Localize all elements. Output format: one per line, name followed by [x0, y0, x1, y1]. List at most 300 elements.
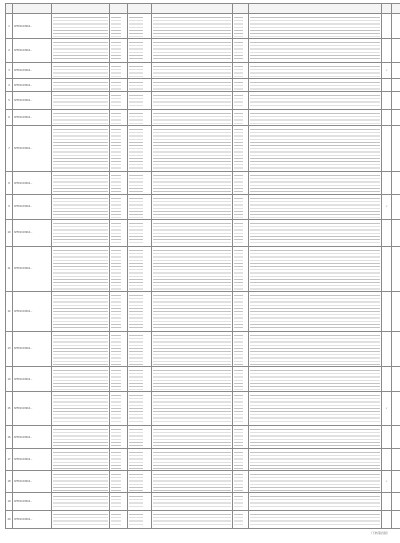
- text-block: [233, 14, 244, 38]
- status-mark-cell: [382, 14, 392, 39]
- category-cell: [128, 219, 152, 247]
- note-cell: [392, 39, 400, 62]
- status-mark-cell: [382, 366, 392, 391]
- text-block: [128, 79, 144, 92]
- text-block: [52, 220, 109, 247]
- text-block: [110, 110, 122, 125]
- case-title-cell: [52, 219, 110, 247]
- summary-cell: [152, 426, 233, 449]
- text-block: [233, 332, 244, 366]
- text-block: [128, 511, 144, 528]
- text-block: [152, 332, 232, 366]
- status-mark-cell: [382, 426, 392, 449]
- column-header-note: [392, 4, 400, 14]
- text-block: [128, 220, 144, 247]
- text-block: [110, 14, 122, 38]
- case-title-cell: [52, 39, 110, 62]
- text-block: [249, 172, 381, 194]
- category-cell: [128, 492, 152, 510]
- summary-cell: [152, 171, 233, 194]
- category-cell: [128, 331, 152, 366]
- text-block: [249, 449, 381, 469]
- text-block: [233, 392, 244, 425]
- case-title-cell: [52, 426, 110, 449]
- case-id-cell: SPFD2018064...: [13, 426, 52, 449]
- location-cell: [233, 126, 249, 172]
- text-block: [52, 511, 109, 528]
- text-block: [233, 493, 244, 510]
- result-cell: [249, 110, 382, 126]
- text-block: [152, 126, 232, 171]
- result-cell: [249, 331, 382, 366]
- location-cell: [233, 39, 249, 62]
- summary-cell: [152, 449, 233, 470]
- text-block: [52, 110, 109, 125]
- location-cell: [233, 331, 249, 366]
- text-block: [52, 367, 109, 391]
- text-block: [52, 392, 109, 425]
- text-block: [128, 63, 144, 78]
- column-header-desc: [152, 4, 233, 14]
- note-cell: [392, 291, 400, 331]
- result-cell: [249, 291, 382, 331]
- category-cell: [128, 14, 152, 39]
- case-id-cell: SPFD2018064...: [13, 392, 52, 426]
- text-block: [233, 110, 244, 125]
- text-block: [152, 220, 232, 247]
- case-id-cell: SPFD2018064...: [13, 510, 52, 528]
- text-block: [249, 426, 381, 448]
- region-cell: [110, 126, 128, 172]
- result-cell: [249, 470, 382, 492]
- text-block: [152, 63, 232, 78]
- text-block: [52, 247, 109, 291]
- location-cell: [233, 392, 249, 426]
- status-mark-cell: √: [382, 470, 392, 492]
- text-block: [233, 79, 244, 92]
- table-row: [6, 171, 400, 194]
- note-cell: [392, 110, 400, 126]
- category-cell: [128, 62, 152, 78]
- location-cell: [233, 78, 249, 92]
- text-block: [128, 426, 144, 448]
- row-number-cell: 18: [6, 470, 13, 492]
- case-title-cell: [52, 62, 110, 78]
- case-title-cell: [52, 171, 110, 194]
- status-mark-cell: [382, 492, 392, 510]
- row-number-cell: 17: [6, 449, 13, 470]
- text-block: [249, 79, 381, 92]
- text-block: [110, 332, 122, 366]
- category-cell: [128, 110, 152, 126]
- result-cell: [249, 366, 382, 391]
- case-title-cell: [52, 470, 110, 492]
- case-id-cell: SPFD2018064...: [13, 62, 52, 78]
- column-header-result: [249, 4, 382, 14]
- text-block: [249, 493, 381, 510]
- row-number-cell: 11: [6, 247, 13, 292]
- result-cell: [249, 247, 382, 292]
- table-row: [6, 92, 400, 110]
- case-id-cell: SPFD2018064...: [13, 291, 52, 331]
- text-block: [110, 292, 122, 331]
- text-block: [233, 195, 244, 218]
- table-row: [6, 331, 400, 366]
- category-cell: [128, 171, 152, 194]
- text-block: [110, 471, 122, 492]
- table-row: [6, 110, 400, 126]
- note-cell: [392, 492, 400, 510]
- location-cell: [233, 247, 249, 292]
- text-block: [152, 471, 232, 492]
- text-block: [128, 172, 144, 194]
- case-title-cell: [52, 78, 110, 92]
- table-row: [6, 39, 400, 62]
- summary-cell: [152, 78, 233, 92]
- region-cell: [110, 470, 128, 492]
- location-cell: [233, 92, 249, 110]
- table-row: [6, 392, 400, 426]
- case-id-cell: SPFD2018064...: [13, 247, 52, 292]
- status-mark-cell: [382, 219, 392, 247]
- text-block: [52, 449, 109, 469]
- text-block: [233, 172, 244, 194]
- text-block: [152, 195, 232, 218]
- location-cell: [233, 449, 249, 470]
- table-row: [6, 426, 400, 449]
- summary-cell: [152, 247, 233, 292]
- status-mark-cell: [382, 449, 392, 470]
- result-cell: [249, 426, 382, 449]
- text-block: [128, 126, 144, 171]
- text-block: [110, 195, 122, 218]
- table-header-row: [6, 4, 400, 14]
- table-row: [6, 449, 400, 470]
- table-row: [6, 291, 400, 331]
- text-block: [152, 449, 232, 469]
- summary-cell: [152, 366, 233, 391]
- text-block: [249, 126, 381, 171]
- text-block: [152, 172, 232, 194]
- text-block: [128, 367, 144, 391]
- location-cell: [233, 510, 249, 528]
- text-block: [110, 426, 122, 448]
- case-id-cell: SPFD2018064...: [13, 492, 52, 510]
- case-title-cell: [52, 126, 110, 172]
- text-block: [233, 367, 244, 391]
- note-cell: [392, 195, 400, 219]
- region-cell: [110, 366, 128, 391]
- text-block: [249, 292, 381, 331]
- region-cell: [110, 291, 128, 331]
- row-number-cell: 12: [6, 291, 13, 331]
- table-row: [6, 366, 400, 391]
- row-number-cell: 20: [6, 510, 13, 528]
- text-block: [110, 247, 122, 291]
- text-block: [152, 493, 232, 510]
- text-block: [128, 39, 144, 61]
- text-block: [152, 39, 232, 61]
- text-block: [128, 110, 144, 125]
- text-block: [128, 247, 144, 291]
- text-block: [110, 449, 122, 469]
- note-cell: [392, 92, 400, 110]
- table-row: [6, 14, 400, 39]
- location-cell: [233, 366, 249, 391]
- category-cell: [128, 92, 152, 110]
- case-id-cell: SPFD2018064...: [13, 449, 52, 470]
- text-block: [128, 92, 144, 109]
- text-block: [128, 292, 144, 331]
- row-number-cell: 2: [6, 39, 13, 62]
- text-block: [152, 79, 232, 92]
- summary-cell: [152, 195, 233, 219]
- column-header-name: [52, 4, 110, 14]
- category-cell: [128, 291, 152, 331]
- table-row: [6, 62, 400, 78]
- region-cell: [110, 78, 128, 92]
- location-cell: [233, 470, 249, 492]
- text-block: [52, 79, 109, 92]
- text-block: [128, 471, 144, 492]
- status-mark-cell: [382, 110, 392, 126]
- case-title-cell: [52, 492, 110, 510]
- result-cell: [249, 92, 382, 110]
- region-cell: [110, 62, 128, 78]
- text-block: [249, 511, 381, 528]
- summary-cell: [152, 14, 233, 39]
- region-cell: [110, 492, 128, 510]
- text-block: [152, 426, 232, 448]
- text-block: [249, 367, 381, 391]
- region-cell: [110, 392, 128, 426]
- text-block: [128, 14, 144, 38]
- status-mark-cell: √: [382, 195, 392, 219]
- note-cell: [392, 392, 400, 426]
- column-header-type: [128, 4, 152, 14]
- text-block: [128, 332, 144, 366]
- row-number-cell: 10: [6, 219, 13, 247]
- row-number-cell: 6: [6, 110, 13, 126]
- status-mark-cell: [382, 92, 392, 110]
- row-number-cell: 16: [6, 426, 13, 449]
- text-block: [233, 92, 244, 109]
- location-cell: [233, 195, 249, 219]
- case-table-body: [6, 14, 400, 529]
- text-block: [52, 63, 109, 78]
- note-cell: [392, 366, 400, 391]
- category-cell: [128, 426, 152, 449]
- table-row: [6, 510, 400, 528]
- text-block: [52, 292, 109, 331]
- case-id-cell: SPFD2018064...: [13, 110, 52, 126]
- text-block: [52, 92, 109, 109]
- category-cell: [128, 510, 152, 528]
- text-block: [249, 92, 381, 109]
- text-block: [249, 110, 381, 125]
- note-cell: [392, 14, 400, 39]
- region-cell: [110, 39, 128, 62]
- result-cell: [249, 14, 382, 39]
- text-block: [249, 220, 381, 247]
- text-block: [249, 63, 381, 78]
- result-cell: [249, 171, 382, 194]
- note-cell: [392, 78, 400, 92]
- text-block: [128, 493, 144, 510]
- case-id-cell: SPFD2018064...: [13, 126, 52, 172]
- continuation-note: （下转第四版）: [368, 531, 390, 535]
- category-cell: [128, 449, 152, 470]
- case-title-cell: [52, 14, 110, 39]
- text-block: [152, 392, 232, 425]
- case-title-cell: [52, 247, 110, 292]
- region-cell: [110, 195, 128, 219]
- text-block: [128, 392, 144, 425]
- text-block: [110, 220, 122, 247]
- text-block: [233, 39, 244, 61]
- status-mark-cell: [382, 126, 392, 172]
- summary-cell: [152, 492, 233, 510]
- note-cell: [392, 126, 400, 172]
- text-block: [152, 14, 232, 38]
- summary-cell: [152, 126, 233, 172]
- summary-cell: [152, 331, 233, 366]
- case-title-cell: [52, 291, 110, 331]
- result-cell: [249, 392, 382, 426]
- category-cell: [128, 392, 152, 426]
- location-cell: [233, 62, 249, 78]
- text-block: [52, 471, 109, 492]
- summary-cell: [152, 62, 233, 78]
- location-cell: [233, 426, 249, 449]
- text-block: [52, 172, 109, 194]
- text-block: [233, 63, 244, 78]
- text-block: [152, 367, 232, 391]
- status-mark-cell: [382, 171, 392, 194]
- note-cell: [392, 449, 400, 470]
- text-block: [110, 172, 122, 194]
- text-block: [110, 367, 122, 391]
- text-block: [233, 449, 244, 469]
- text-block: [110, 511, 122, 528]
- category-cell: [128, 366, 152, 391]
- note-cell: [392, 171, 400, 194]
- case-title-cell: [52, 510, 110, 528]
- category-cell: [128, 195, 152, 219]
- row-number-cell: 19: [6, 492, 13, 510]
- case-title-cell: [52, 449, 110, 470]
- note-cell: [392, 62, 400, 78]
- status-mark-cell: [382, 291, 392, 331]
- text-block: [52, 14, 109, 38]
- text-block: [52, 39, 109, 61]
- summary-cell: [152, 510, 233, 528]
- row-number-cell: 9: [6, 195, 13, 219]
- text-block: [249, 195, 381, 218]
- result-cell: [249, 39, 382, 62]
- location-cell: [233, 492, 249, 510]
- text-block: [128, 195, 144, 218]
- result-cell: [249, 449, 382, 470]
- row-number-cell: 8: [6, 171, 13, 194]
- region-cell: [110, 331, 128, 366]
- column-header-id: [13, 4, 52, 14]
- table-row: [6, 492, 400, 510]
- note-cell: [392, 219, 400, 247]
- region-cell: [110, 426, 128, 449]
- text-block: [233, 426, 244, 448]
- case-title-cell: [52, 195, 110, 219]
- case-title-cell: [52, 92, 110, 110]
- result-cell: [249, 219, 382, 247]
- category-cell: [128, 39, 152, 62]
- text-block: [249, 392, 381, 425]
- case-title-cell: [52, 110, 110, 126]
- text-block: [233, 220, 244, 247]
- note-cell: [392, 247, 400, 292]
- text-block: [249, 14, 381, 38]
- text-block: [110, 493, 122, 510]
- summary-cell: [152, 110, 233, 126]
- case-title-cell: [52, 392, 110, 426]
- text-block: [128, 449, 144, 469]
- region-cell: [110, 247, 128, 292]
- status-mark-cell: √: [382, 392, 392, 426]
- region-cell: [110, 14, 128, 39]
- result-cell: [249, 510, 382, 528]
- column-header-area: [110, 4, 128, 14]
- table-row: [6, 195, 400, 219]
- region-cell: [110, 449, 128, 470]
- text-block: [52, 195, 109, 218]
- status-mark-cell: √: [382, 62, 392, 78]
- table-row: [6, 470, 400, 492]
- region-cell: [110, 92, 128, 110]
- category-cell: [128, 247, 152, 292]
- location-cell: [233, 171, 249, 194]
- summary-cell: [152, 470, 233, 492]
- column-header-mark: [382, 4, 392, 14]
- text-block: [233, 126, 244, 171]
- row-number-cell: 1: [6, 14, 13, 39]
- text-block: [52, 426, 109, 448]
- case-id-cell: SPFD2018064...: [13, 195, 52, 219]
- status-mark-cell: [382, 247, 392, 292]
- case-title-cell: [52, 366, 110, 391]
- note-cell: [392, 426, 400, 449]
- text-block: [110, 126, 122, 171]
- region-cell: [110, 110, 128, 126]
- text-block: [152, 247, 232, 291]
- status-mark-cell: [382, 78, 392, 92]
- category-cell: [128, 126, 152, 172]
- text-block: [110, 79, 122, 92]
- case-title-cell: [52, 331, 110, 366]
- text-block: [152, 92, 232, 109]
- row-number-cell: 13: [6, 331, 13, 366]
- text-block: [249, 471, 381, 492]
- summary-cell: [152, 92, 233, 110]
- text-block: [152, 292, 232, 331]
- text-block: [110, 92, 122, 109]
- case-id-cell: SPFD2018064...: [13, 331, 52, 366]
- result-cell: [249, 126, 382, 172]
- text-block: [52, 126, 109, 171]
- note-cell: [392, 331, 400, 366]
- text-block: [233, 511, 244, 528]
- table-row: [6, 219, 400, 247]
- location-cell: [233, 110, 249, 126]
